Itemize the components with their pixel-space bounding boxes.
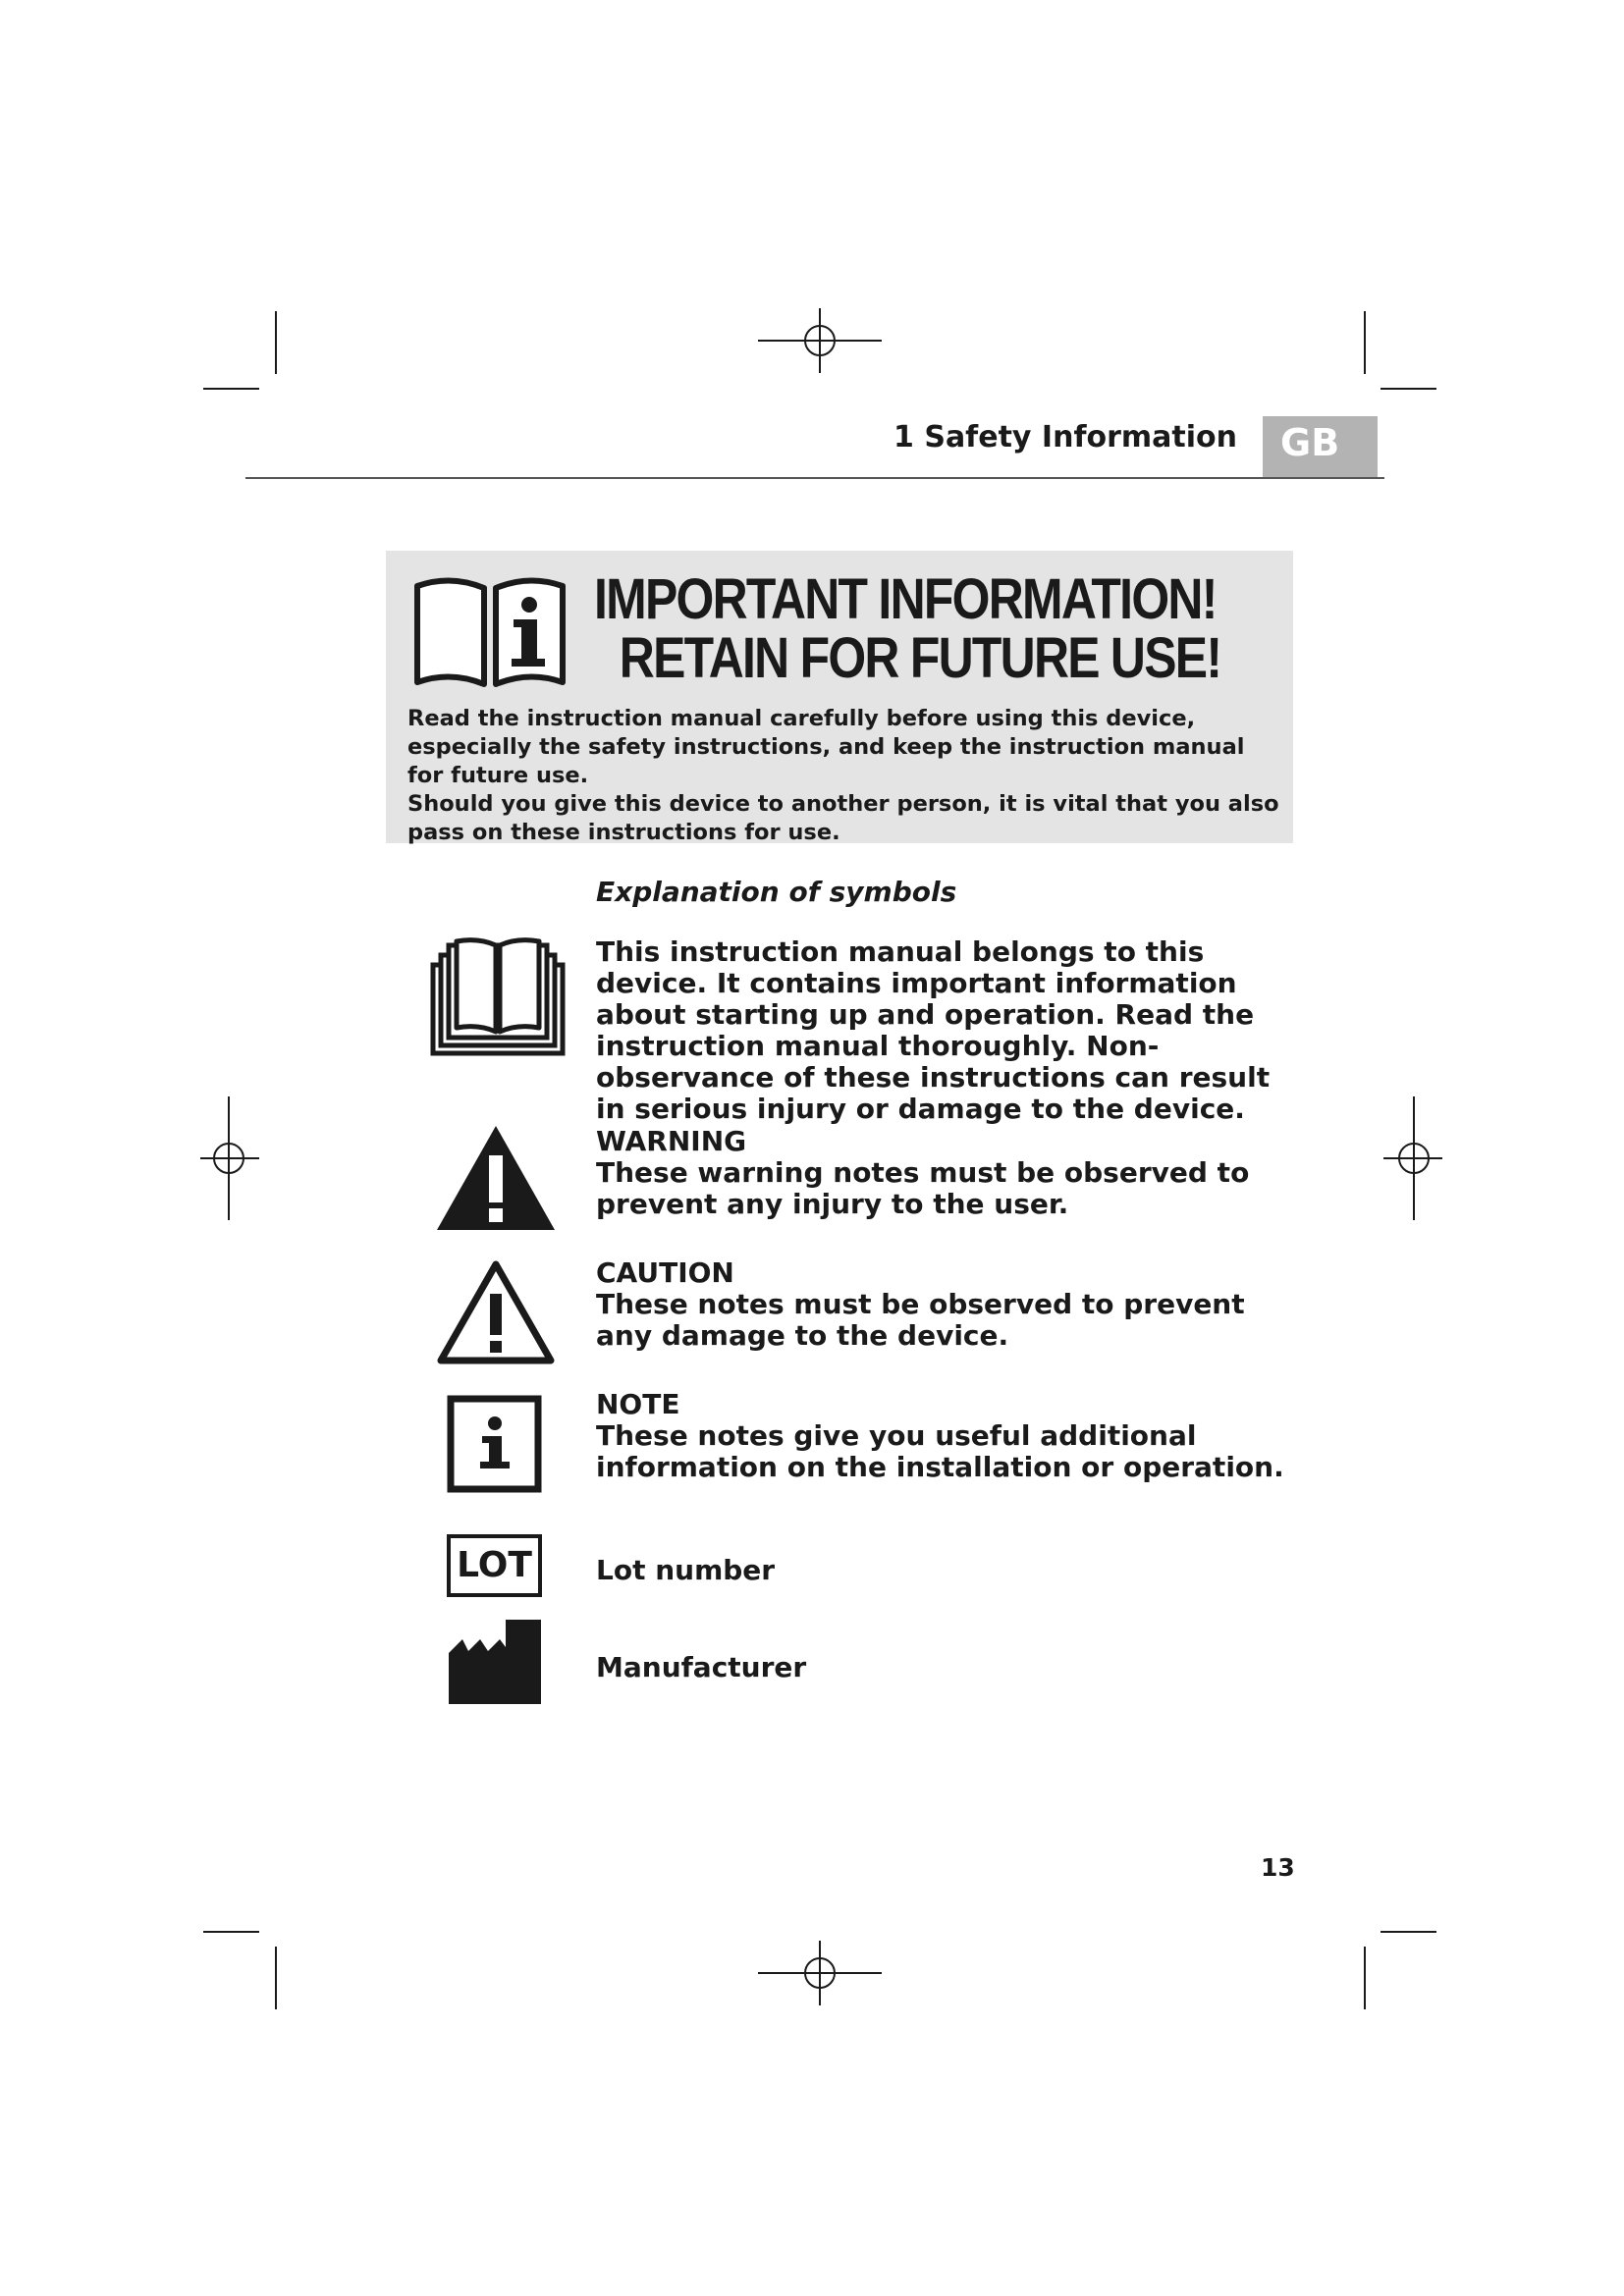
important-paragraph: Should you give this device to another person, it is vital that you also pass on these instructions for use.	[407, 791, 1279, 845]
symbol-description	[596, 1652, 1303, 1683]
symbol-text: These warning notes must be observed to prevent any injury to the user.	[596, 1156, 1250, 1220]
crop-mark	[203, 388, 259, 390]
symbol-text: These notes give you useful additional information on the installation or operation.	[596, 1419, 1284, 1483]
manual-info-icon	[411, 570, 568, 690]
warning-triangle-filled-icon	[435, 1124, 557, 1232]
symbol-description	[596, 1389, 1303, 1483]
registration-mark-left	[194, 1095, 263, 1222]
symbol-text: Lot number	[596, 1554, 776, 1586]
section-title: 1 Safety Information	[893, 420, 1237, 454]
important-title-line1: IMPORTANT INFORMATION!	[594, 567, 1217, 631]
crop-mark	[1380, 388, 1436, 390]
important-info-box	[386, 551, 1293, 843]
important-title-line2: RETAIN FOR FUTURE USE!	[619, 626, 1221, 690]
language-badge: GB	[1263, 416, 1378, 477]
symbol-description	[596, 1555, 1303, 1586]
symbol-description	[596, 1257, 1303, 1352]
symbols-heading: Explanation of symbols	[596, 876, 957, 908]
manufacturer-icon	[447, 1618, 543, 1706]
crop-mark	[203, 1931, 259, 1933]
crop-mark	[275, 311, 277, 374]
crop-mark	[1380, 1931, 1436, 1933]
crop-mark	[275, 1947, 277, 2009]
important-text	[407, 705, 1281, 847]
registration-mark-top	[756, 306, 884, 375]
crop-mark	[1364, 1947, 1366, 2009]
crop-mark	[1364, 311, 1366, 374]
symbol-title: CAUTION	[596, 1256, 734, 1289]
symbol-description	[596, 1126, 1303, 1220]
registration-mark-right	[1380, 1095, 1448, 1222]
important-paragraph: Read the instruction manual carefully before using this device, especially the safety instructions, and keep the instruction manual for future use.	[407, 706, 1245, 788]
page-number: 13	[1261, 1853, 1295, 1882]
header-rule	[245, 477, 1384, 479]
symbol-title: WARNING	[596, 1125, 747, 1157]
important-title	[594, 567, 1221, 690]
registration-mark-bottom	[756, 1939, 884, 2007]
symbol-text: This instruction manual belongs to this device. It contains important information about starting up and operation. Read the instruction manual thoroughly. Non-observance of these instructions can result in serious injury or damage to the device.	[596, 935, 1271, 1125]
lot-icon: LOT	[447, 1534, 542, 1597]
symbol-text: These notes must be observed to prevent any damage to the device.	[596, 1288, 1245, 1352]
symbol-description	[596, 936, 1303, 1125]
manual-book-icon	[429, 937, 567, 1057]
symbol-title: NOTE	[596, 1388, 680, 1420]
info-box-icon	[447, 1395, 542, 1493]
caution-triangle-outline-icon	[435, 1258, 557, 1366]
symbol-text: Manufacturer	[596, 1651, 807, 1683]
